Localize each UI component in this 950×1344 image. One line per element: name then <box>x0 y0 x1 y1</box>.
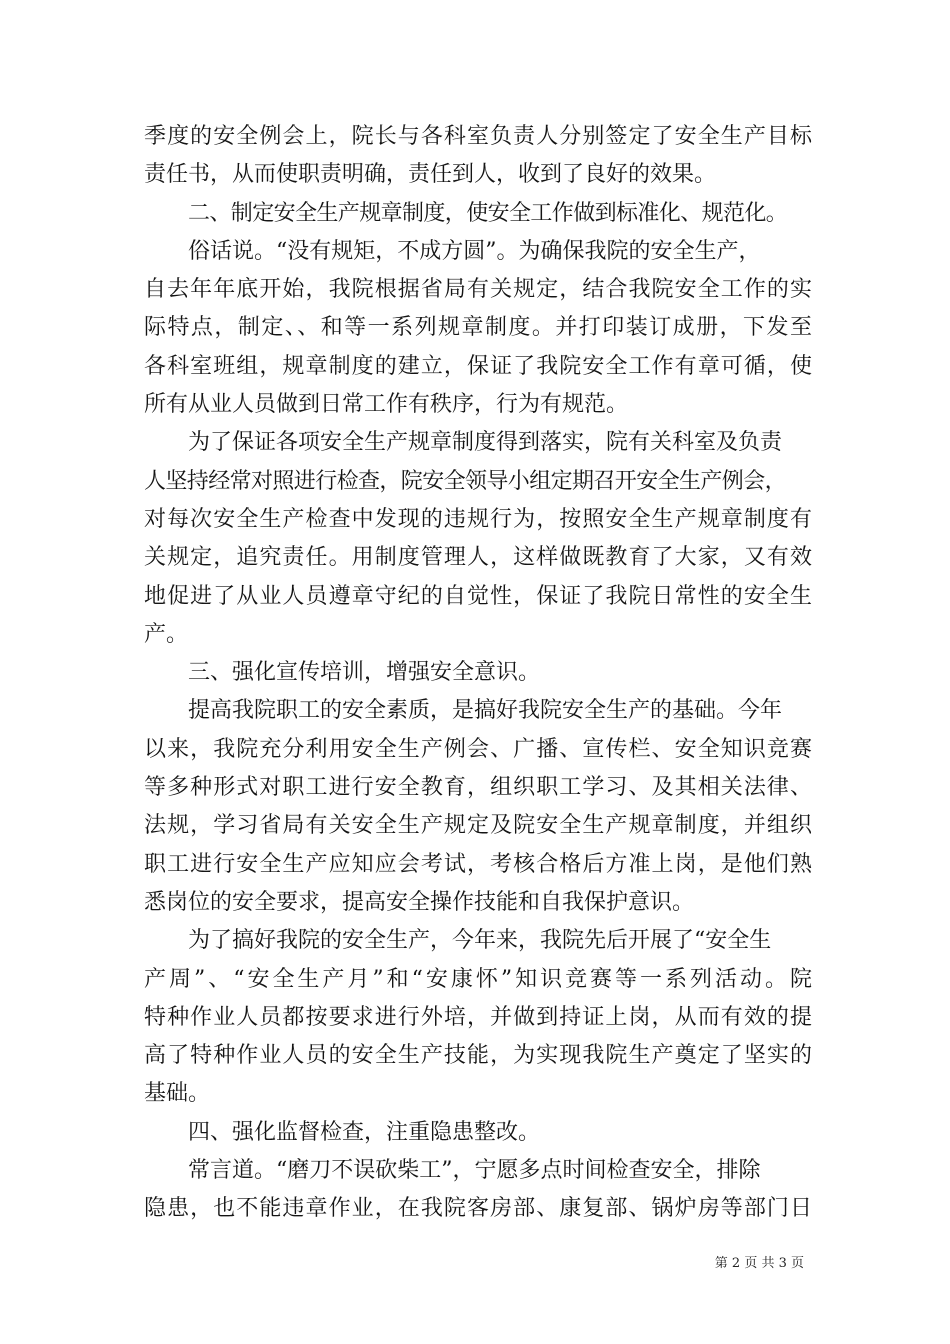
text-line: 季度的安全例会上，院长与各科室负责人分别签定了安全生产目标 <box>144 124 812 149</box>
text-line: 为了保证各项安全生产规章制度得到落实，院有关科室及负责 <box>188 430 783 456</box>
text-line: 际特点，制定、、和等一系列规章制度。并打印装订成册，下发至 <box>144 315 812 341</box>
text-line: 人坚持经常对照进行检查，院安全领导小组定期召开安全生产例会， <box>144 468 787 494</box>
text-line: 俗话说。“没有规矩，不成方圆”。为确保我院的安全生产， <box>188 238 761 264</box>
text-line: 常言道。“磨刀不误砍柴工”，宁愿多点时间检查安全，排除 <box>188 1158 761 1184</box>
text-line: 基础。 <box>144 1081 211 1107</box>
text-line: 提高我院职工的安全素质，是搞好我院安全生产的基础。今年 <box>188 698 783 724</box>
text-line: 特种作业人员都按要求进行外培，并做到持证上岗，从而有效的提 <box>144 1004 812 1030</box>
text-line: 产。 <box>144 621 189 647</box>
text-line: 责任书，从而使职责明确，责任到人，收到了良好的效果。 <box>144 162 717 188</box>
section-heading: 二、制定安全生产规章制度，使安全工作做到标准化、规范化。 <box>188 200 788 226</box>
document-body <box>144 118 812 1229</box>
text-line: 职工进行安全生产应知应会考试，考核合格后方准上岗，是他们熟 <box>144 851 812 877</box>
text-line: 法规，学习省局有关安全生产规定及院安全生产规章制度，并组织 <box>144 813 812 839</box>
page-number: 第 2 页 共 3 页 <box>714 1256 804 1271</box>
text-line: 关规定，追究责任。用制度管理人，这样做既教育了大家，又有效 <box>144 545 812 571</box>
text-line: 所有从业人员做到日常工作有秩序，行为有规范。 <box>144 392 629 418</box>
text-line: 各科室班组，规章制度的建立，保证了我院安全工作有章可循，使 <box>144 353 812 379</box>
text-line: 为了搞好我院的安全生产，今年来，我院先后开展了“安全生 <box>188 928 772 954</box>
text-line: 高了特种作业人员的安全生产技能，为实现我院生产奠定了坚实的 <box>144 1043 812 1069</box>
text-line: 对每次安全生产检查中发现的违规行为，按照安全生产规章制度有 <box>144 506 812 532</box>
text-line: 地促进了从业人员遵章守纪的自觉性，保证了我院日常性的安全生 <box>144 583 812 609</box>
text-line: 产周”、“安全生产月”和“安康怀”知识竞赛等一系列活动。院 <box>144 966 812 992</box>
text-line: 隐患，也不能违章作业，在我院客房部、康复部、锅炉房等部门日 <box>144 1196 812 1222</box>
section-heading: 三、强化宣传培训，增强安全意识。 <box>188 660 541 686</box>
text-line: 等多种形式对职工进行安全教育，组织职工学习、及其相关法律、 <box>144 775 812 801</box>
text-line: 悉岗位的安全要求，提高安全操作技能和自我保护意识。 <box>144 889 695 915</box>
text-line: 以来，我院充分利用安全生产例会、广播、宣传栏、安全知识竞赛 <box>144 736 812 762</box>
text-line: 自去年年底开始，我院根据省局有关规定，结合我院安全工作的实 <box>144 277 812 303</box>
section-heading: 四、强化监督检查，注重隐患整改。 <box>188 1119 541 1145</box>
